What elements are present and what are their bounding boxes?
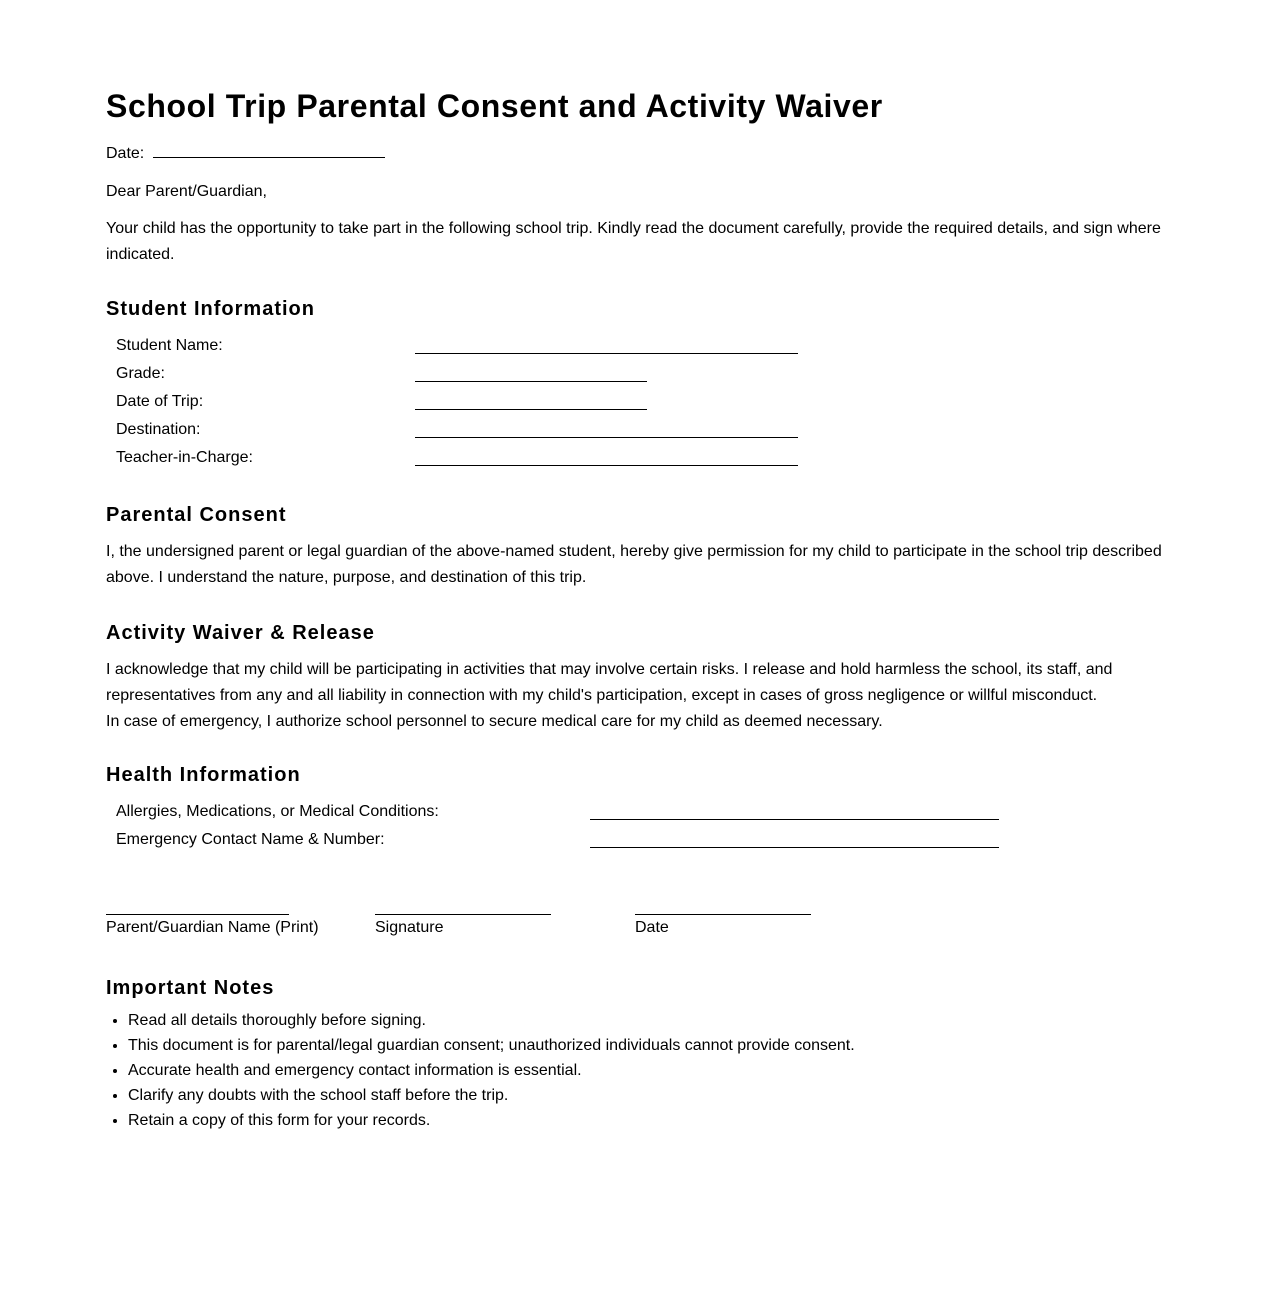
list-item: • Clarify any doubts with the school staff before the trip. <box>128 1083 855 1108</box>
list-item: • Retain a copy of this form for your records. <box>128 1108 855 1133</box>
allergies-label: Allergies, Medications, or Medical Conditions: <box>116 803 439 820</box>
trip-date-blank[interactable] <box>415 409 647 410</box>
date-row <box>106 141 385 167</box>
destination-blank[interactable] <box>415 437 798 438</box>
list-item: • This document is for parental/legal guardian consent; unauthorized individuals cannot provide consent. <box>128 1033 855 1058</box>
waiver-text-2: In case of emergency, I authorize school personnel to secure medical care for my child as deemed necessary. <box>106 713 883 730</box>
signature-blank[interactable] <box>375 914 551 915</box>
emergency-contact-label: Emergency Contact Name & Number: <box>116 831 385 848</box>
trip-date-label: Date of Trip: <box>116 393 204 410</box>
consent-heading: Parental Consent <box>106 504 287 526</box>
intro-paragraph: Your child has the opportunity to take part in the following school trip. Kindly read the document carefully, provide the required details, and sign where indicated. <box>106 220 1161 263</box>
date-blank[interactable] <box>153 157 385 158</box>
date-label: Date: <box>106 145 145 162</box>
greeting: Dear Parent/Guardian, <box>106 183 267 200</box>
teacher-blank[interactable] <box>415 465 798 466</box>
notes-list <box>106 1008 855 1133</box>
signature-date-label: Date <box>635 919 669 936</box>
notes-heading: Important Notes <box>106 977 275 999</box>
guardian-name-blank[interactable] <box>106 914 289 915</box>
waiver-heading: Activity Waiver & Release <box>106 622 375 644</box>
student-info-heading: Student Information <box>106 298 315 320</box>
student-name-label: Student Name: <box>116 337 223 354</box>
grade-blank[interactable] <box>415 381 647 382</box>
signature-date-blank[interactable] <box>635 914 811 915</box>
destination-label: Destination: <box>116 421 201 438</box>
list-item: • Accurate health and emergency contact information is essential. <box>128 1058 855 1083</box>
list-item: • Read all details thoroughly before signing. <box>128 1008 855 1033</box>
allergies-blank[interactable] <box>590 819 999 820</box>
grade-label: Grade: <box>116 365 165 382</box>
health-heading: Health Information <box>106 764 301 786</box>
emergency-contact-blank[interactable] <box>590 847 999 848</box>
waiver-text-1: I acknowledge that my child will be participating in activities that may involve certain risks. I release and hold harmless the school, its staff, and representatives from any and all liability in connection with my child's participation, except in cases of gross negligence or willful misconduct. <box>106 661 1113 704</box>
teacher-label: Teacher-in-Charge: <box>116 449 253 466</box>
waiver-paragraph <box>106 657 1168 735</box>
signature-label: Signature <box>375 919 444 936</box>
page-title: School Trip Parental Consent and Activity Waiver <box>106 88 883 124</box>
guardian-name-label: Parent/Guardian Name (Print) <box>106 919 319 936</box>
consent-paragraph: I, the undersigned parent or legal guardian of the above-named student, hereby give permission for my child to participate in the school trip described above. I understand the nature, purpose, and destination of this trip. <box>106 543 1162 586</box>
student-name-blank[interactable] <box>415 353 798 354</box>
